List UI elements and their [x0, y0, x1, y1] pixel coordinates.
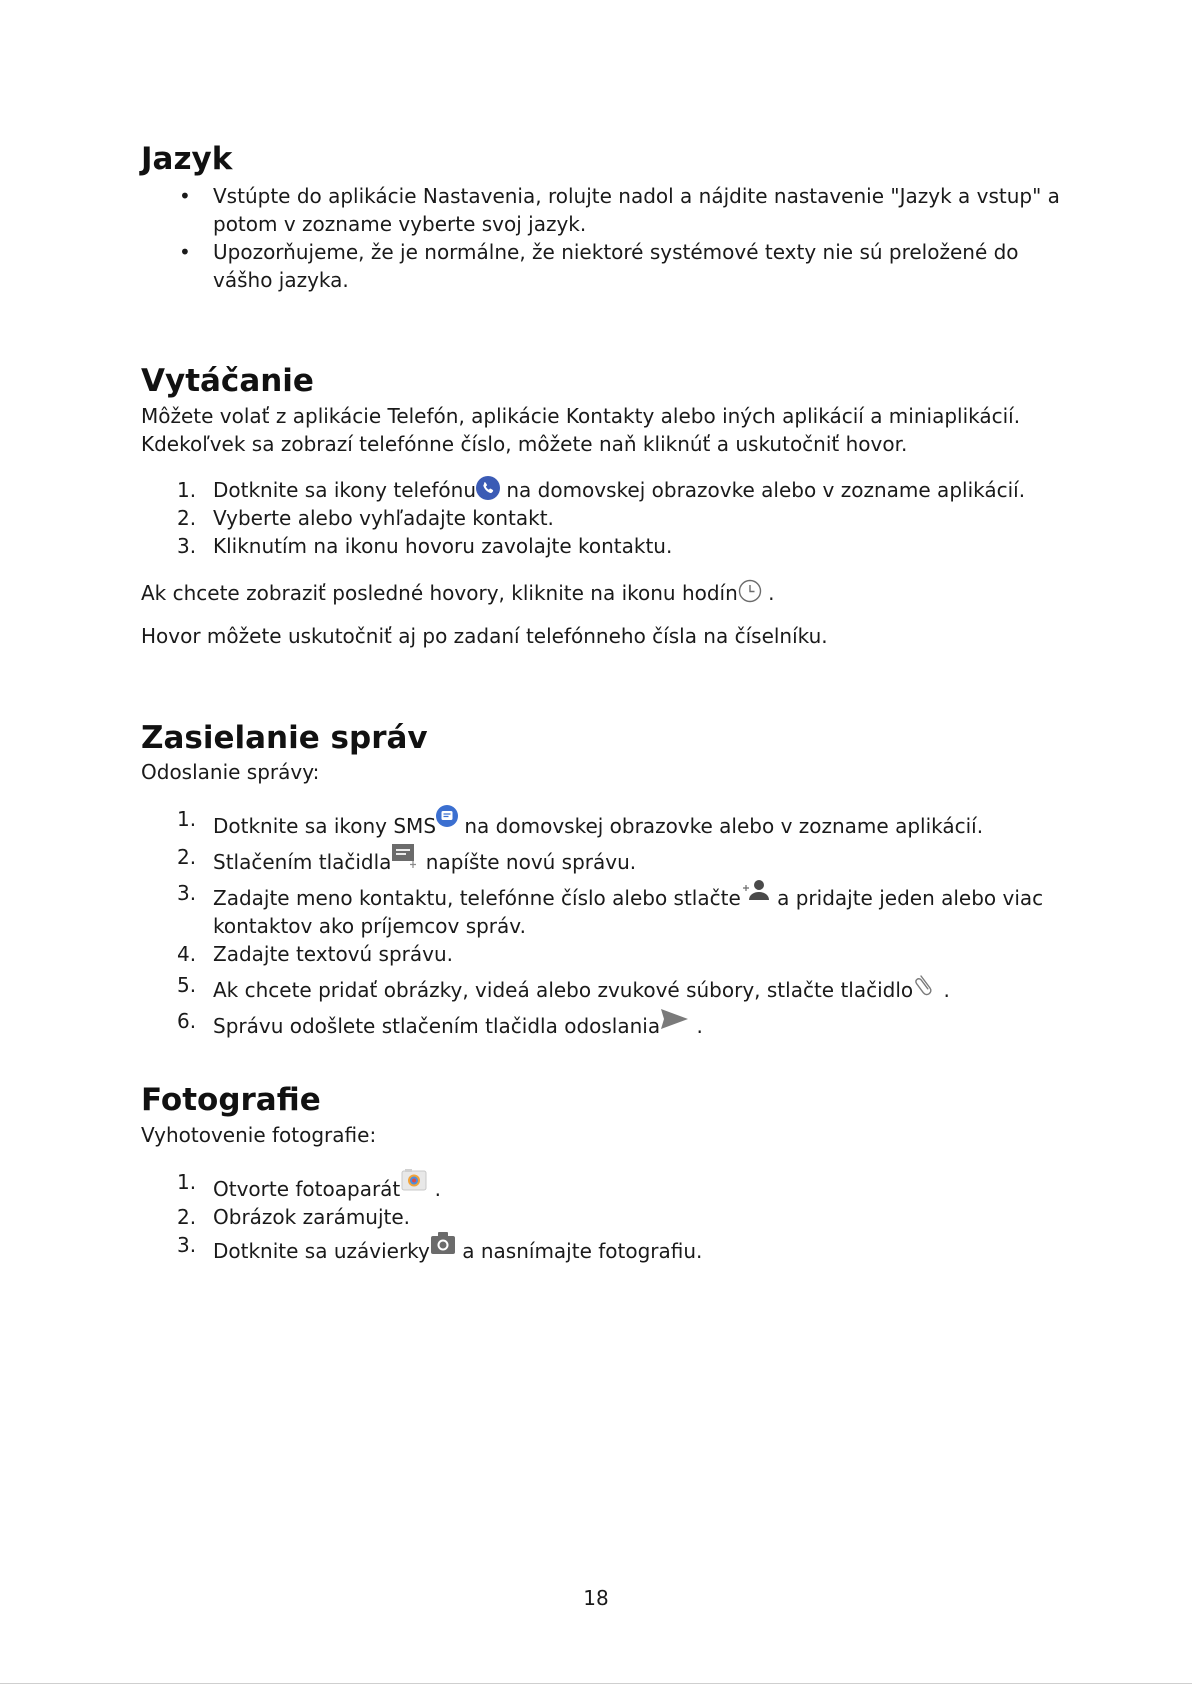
step-text: Dotknite sa ikony telefónu	[213, 478, 476, 502]
photos-intro: Vyhotovenie fotografie:	[141, 1123, 377, 1147]
page-bottom-divider	[0, 1683, 1192, 1684]
step-text: napíšte novú správu.	[419, 850, 637, 874]
attachment-icon	[913, 971, 937, 997]
list-item	[141, 476, 1061, 504]
clock-icon	[738, 579, 762, 603]
dialing-intro: Môžete volať z aplikácie Telefón, aplikácie Kontakty alebo iných aplikácií a miniaplikácií. Kdekoľvek sa zobrazí telefónne číslo, môžete naň kliknúť a uskutočniť hovor.	[141, 404, 1021, 456]
send-icon	[660, 1007, 690, 1031]
step-text: Kliknutím na ikonu hovoru zavolajte kontaktu.	[213, 534, 673, 558]
step-number: 6.	[177, 1009, 197, 1033]
step-text: Dotknite sa ikony SMS	[213, 814, 437, 838]
step-text: .	[937, 978, 950, 1002]
bullet-text: Upozorňujeme, že je normálne, že niektoré systémové texty nie sú preložené do vášho jazyka.	[213, 240, 1019, 292]
list-item	[141, 971, 1061, 1004]
recent-calls-paragraph	[141, 579, 1061, 607]
sms-icon	[436, 805, 458, 827]
step-text: Dotknite sa uzávierky	[213, 1239, 430, 1263]
shutter-icon	[430, 1231, 456, 1255]
page-number: 18	[583, 1586, 609, 1610]
language-bullet-list	[141, 182, 1061, 294]
step-text: Stlačením tlačidla	[213, 850, 392, 874]
section-title-dialing: Vytáčanie	[141, 363, 314, 399]
step-text: Ak chcete pridať obrázky, videá alebo zvukové súbory, stlačte tlačidlo	[213, 978, 914, 1002]
new-message-icon	[391, 843, 419, 869]
step-text: na domovskej obrazovke alebo v zozname aplikácií.	[458, 814, 984, 838]
bullet-text: Vstúpte do aplikácie Nastavenia, rolujte nadol a nájdite nastavenie "Jazyk a vstup" a potom v zozname vyberte svoj jazyk.	[213, 184, 1060, 236]
step-text: a nasnímajte fotografiu.	[455, 1239, 703, 1263]
recent-calls-text-end: .	[761, 581, 775, 605]
step-number: 2.	[177, 506, 197, 530]
section-title-messaging: Zasielanie správ	[141, 720, 428, 756]
messaging-steps	[141, 805, 1061, 1040]
step-text: Vyberte alebo vyhľadajte kontakt.	[213, 506, 554, 530]
messaging-intro: Odoslanie správy:	[141, 760, 320, 784]
step-text: Zadajte meno kontaktu, telefónne číslo alebo stlačte	[213, 886, 741, 910]
list-item	[141, 805, 1061, 840]
step-text: a pridajte jeden alebo viac kontaktov ako príjemcov správ.	[213, 886, 1044, 938]
list-item	[141, 1168, 1061, 1203]
list-item	[141, 238, 1061, 294]
step-number: 2.	[177, 1205, 197, 1229]
list-item	[141, 1007, 1061, 1040]
list-item	[141, 504, 1061, 532]
step-text: Zadajte textovú správu.	[213, 942, 454, 966]
step-number: 1.	[177, 478, 197, 502]
phone-icon	[476, 476, 500, 500]
list-item	[141, 1203, 1061, 1231]
list-item	[141, 940, 1061, 968]
step-number: 4.	[177, 942, 197, 966]
bullet-marker: •	[179, 184, 191, 208]
step-number: 5.	[177, 973, 197, 997]
section-title-language: Jazyk	[141, 141, 233, 177]
dialing-steps	[141, 476, 1061, 560]
document-page	[141, 0, 1061, 1685]
camera-app-icon	[400, 1168, 428, 1192]
step-text: na domovskej obrazovke alebo v zozname aplikácií.	[500, 478, 1026, 502]
keypad-paragraph: Hovor môžete uskutočniť aj po zadaní telefónneho čísla na číselníku.	[141, 624, 828, 648]
step-text: .	[428, 1177, 441, 1201]
list-item	[141, 532, 1061, 560]
list-item	[141, 182, 1061, 238]
step-number: 2.	[177, 845, 197, 869]
list-item	[141, 1231, 1061, 1265]
section-title-photos: Fotografie	[141, 1082, 321, 1118]
step-number: 3.	[177, 1233, 197, 1257]
bullet-marker: •	[179, 240, 191, 264]
step-number: 3.	[177, 534, 197, 558]
recent-calls-text: Ak chcete zobraziť posledné hovory, kliknite na ikonu hodín	[141, 581, 738, 605]
list-item	[141, 879, 1061, 940]
step-text: Otvorte fotoaparát	[213, 1177, 401, 1201]
step-text: Obrázok zarámujte.	[213, 1205, 411, 1229]
step-number: 1.	[177, 807, 197, 831]
step-number: 3.	[177, 881, 197, 905]
step-text: Správu odošlete stlačením tlačidla odoslania	[213, 1014, 661, 1038]
list-item	[141, 843, 1061, 876]
photos-steps	[141, 1168, 1061, 1265]
add-contact-icon	[741, 879, 771, 903]
step-text: .	[690, 1014, 703, 1038]
step-number: 1.	[177, 1170, 197, 1194]
